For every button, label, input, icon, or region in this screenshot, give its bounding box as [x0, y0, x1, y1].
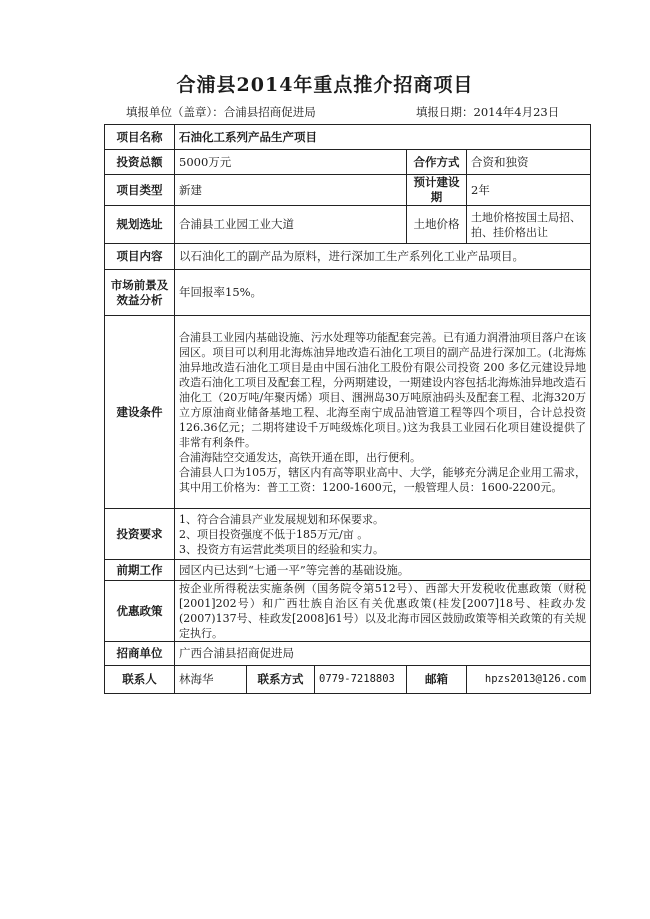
contact-label: 联系人 [105, 666, 175, 694]
market-value: 年回报率15%。 [175, 270, 591, 316]
project-name-value: 石油化工系列产品生产项目 [175, 125, 591, 150]
cooperation-label: 合作方式 [407, 150, 467, 175]
requirement-item: 1、符合合浦县产业发展规划和环保要求。 [179, 512, 384, 526]
email-value[interactable]: hpzs2013@126.com [467, 666, 591, 694]
requirements-label: 投资要求 [105, 509, 175, 560]
market-label: 市场前景及效益分析 [105, 270, 175, 316]
row-project-type [105, 175, 591, 206]
row-requirements [105, 509, 591, 560]
unit-label: 招商单位 [105, 642, 175, 666]
requirement-item: 2、项目投资强度不低于185万元/亩 。 [179, 527, 369, 541]
content-label: 项目内容 [105, 244, 175, 270]
fill-date-line [416, 104, 559, 120]
project-form-table [104, 124, 591, 694]
email-label: 邮箱 [407, 666, 467, 694]
unit-value: 广西合浦县招商促进局 [175, 642, 591, 666]
build-period-label: 预计建设期 [407, 175, 467, 206]
fill-date-value: 2014年4月23日 [473, 105, 560, 119]
row-preliminary [105, 560, 591, 581]
investment-total-label: 投资总额 [105, 150, 175, 175]
conditions-body [175, 316, 591, 509]
incentives-value: 按企业所得税法实施条例（国务院令第512号）、西部大开发税收优惠政策（财税[2001]202号）和广西壮族自治区有关优惠政策(桂发[2007]18号、桂政办发(2007)137号、桂政发[2008]61号）以及北海市园区鼓励政策等相关政策的有关规定执行。 [175, 581, 591, 642]
phone-label: 联系方式 [247, 666, 315, 694]
filler-value: 合浦县招商促进局 [223, 105, 316, 119]
conditions-paragraph: 合浦县人口为105万，辖区内有高等职业高中、大学，能够充分满足企业用工需求，其中用工价格为：普工工资：1200-1600元，一般管理人员：1600-2200元。 [179, 465, 587, 494]
land-price-value: 土地价格按国土局招、拍、挂价格出让 [467, 206, 591, 244]
row-content [105, 244, 591, 270]
row-incentives [105, 581, 591, 642]
filler-label: 填报单位（盖章）： [126, 105, 224, 119]
filler-line [126, 104, 316, 120]
row-conditions [105, 316, 591, 509]
preliminary-label: 前期工作 [105, 560, 175, 581]
row-contact [105, 666, 591, 694]
cooperation-value: 合资和独资 [467, 150, 591, 175]
requirements-list [175, 509, 591, 560]
fill-date-label: 填报日期： [416, 105, 474, 119]
land-price-label: 土地价格 [407, 206, 467, 244]
contact-value: 林海华 [175, 666, 247, 694]
phone-value: 0779-7218803 [315, 666, 407, 694]
site-value: 合浦县工业园工业大道 [175, 206, 407, 244]
row-investment [105, 150, 591, 175]
preliminary-value: 园区内已达到“七通一平”等完善的基础设施。 [175, 560, 591, 581]
site-label: 规划选址 [105, 206, 175, 244]
row-project-name [105, 125, 591, 150]
conditions-label: 建设条件 [105, 316, 175, 509]
page-title: 合浦县2014年重点推介招商项目 [176, 74, 474, 96]
requirement-item: 3、投资方有运营此类项目的经验和实力。 [179, 542, 384, 556]
project-type-label: 项目类型 [105, 175, 175, 206]
row-market [105, 270, 591, 316]
build-period-value: 2年 [467, 175, 591, 206]
content-value: 以石油化工的副产品为原料，进行深加工生产系列化工业产品项目。 [175, 244, 591, 270]
project-name-label: 项目名称 [105, 125, 175, 150]
conditions-paragraph: 合浦海陆空交通发达，高铁开通在即，出行便利。 [179, 450, 421, 464]
project-type-value: 新建 [175, 175, 407, 206]
row-site [105, 206, 591, 244]
row-unit [105, 642, 591, 666]
investment-total-value: 5000万元 [175, 150, 407, 175]
incentives-label: 优惠政策 [105, 581, 175, 642]
conditions-paragraph: 合浦县工业园内基础设施、污水处理等功能配套完善。已有通力润滑油项目落户在该园区。项目可以利用北海炼油异地改造石油化工项目的副产品进行深加工。(北海炼油异地改造石油化工项目是由中国石油化工股份有限公司投资 200 多亿元建设异地改造石油化工项目及配套工程，分两期建设，一期建设内容包括北海炼油异地改造石油化工（20万吨/年聚丙烯）项目、涠洲岛30万吨原油码头及配套工程、北海320万立方原油商业储备基地工程、北海至南宁成品油管道工程等四个项目，合计总投资126.36亿元；二期将建设千万吨级炼化项目。)这为我县工业园石化项目建设提供了非常有利条件。 [179, 330, 587, 449]
